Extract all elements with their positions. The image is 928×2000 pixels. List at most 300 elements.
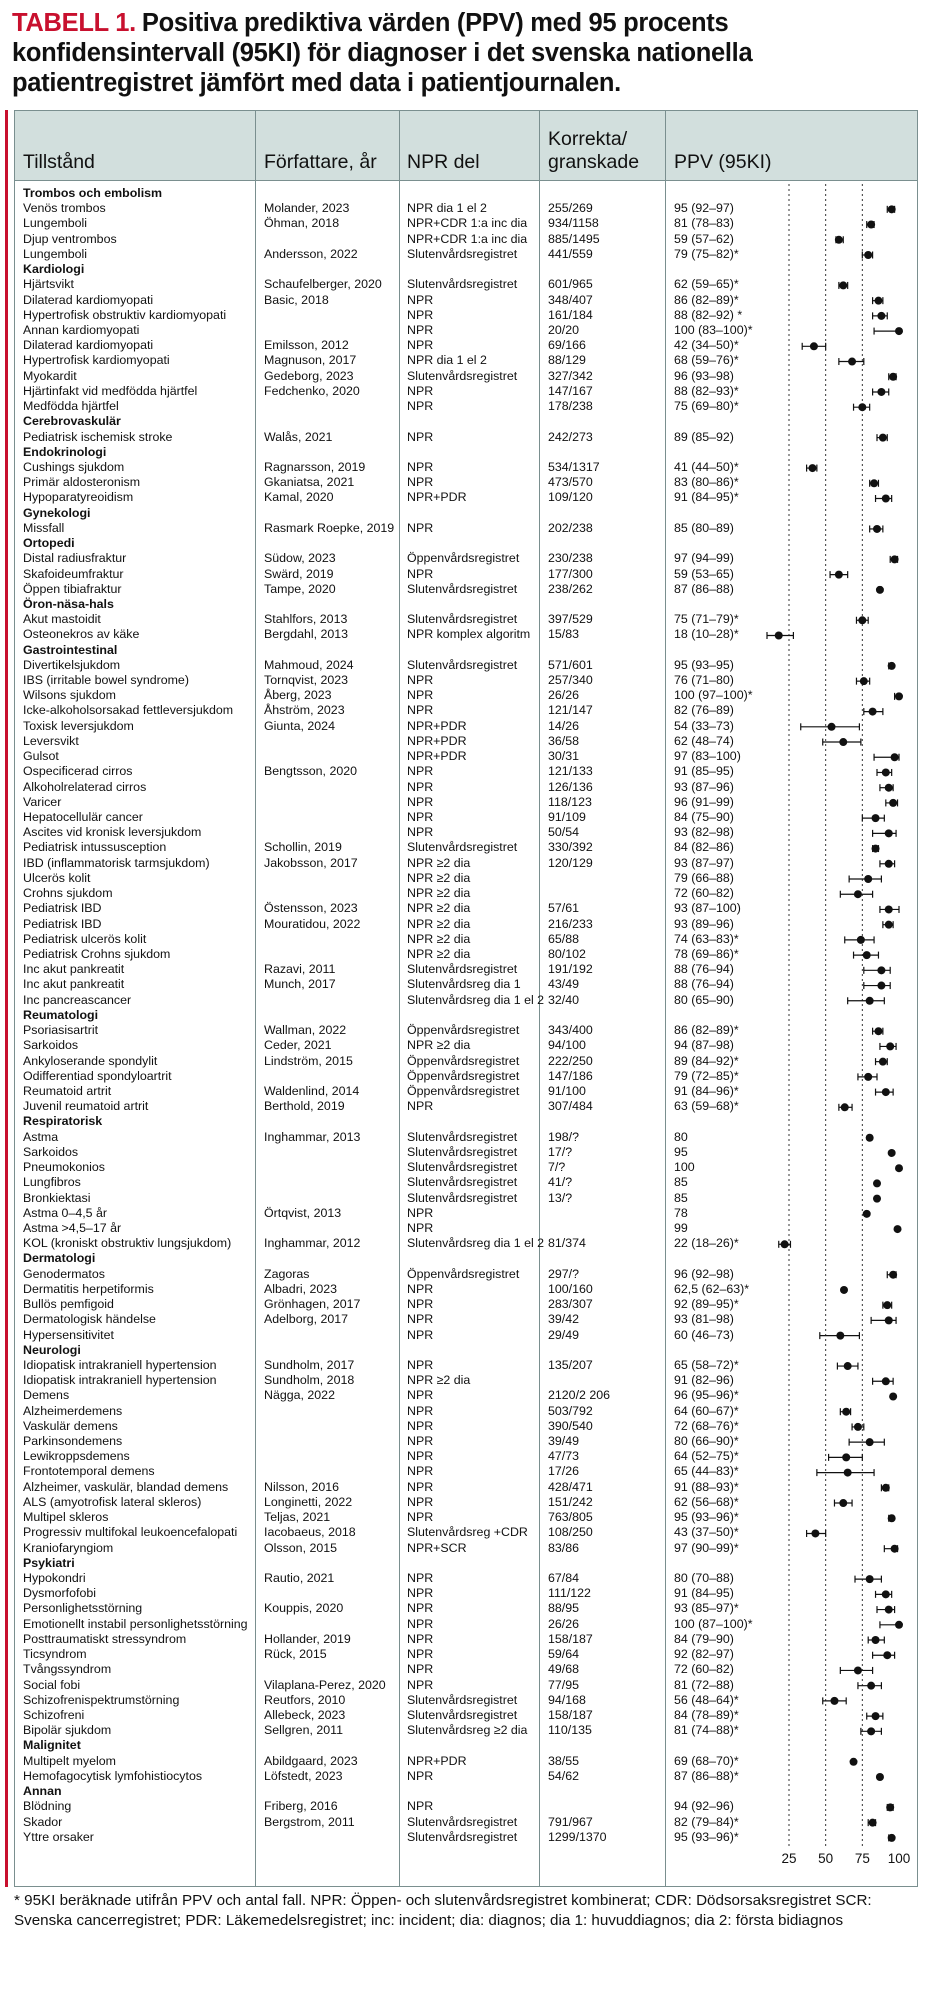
condition-cell: Bullös pemfigoid — [23, 1297, 114, 1312]
correct-reviewed-cell: 121/133 — [548, 764, 593, 779]
correct-reviewed-cell: 120/129 — [548, 855, 593, 870]
condition-cell: Hypertrofisk kardiomyopati — [23, 353, 170, 368]
npr-part-cell: NPR+SCR — [407, 1540, 467, 1555]
ppv-point — [857, 936, 865, 944]
author-cell: Sundholm, 2018 — [264, 1373, 355, 1388]
condition-cell: IBS (irritable bowel syndrome) — [23, 673, 189, 688]
ppv-point — [835, 236, 843, 244]
ppv-point — [877, 982, 885, 990]
author-cell: Kamal, 2020 — [264, 490, 334, 505]
correct-reviewed-cell: 13/? — [548, 1190, 573, 1205]
ppv-cell: 76 (71–80) — [674, 673, 734, 688]
header-correct: Korrekta/ — [548, 128, 628, 150]
npr-part-cell: NPR — [407, 673, 434, 688]
correct-reviewed-cell: 32/40 — [548, 992, 580, 1007]
npr-part-cell: NPR — [407, 1677, 434, 1692]
x-tick-label: 25 — [781, 1850, 797, 1866]
author-cell: Longinetti, 2022 — [264, 1494, 353, 1509]
ppv-point — [839, 738, 847, 746]
correct-reviewed-cell: 230/238 — [548, 551, 593, 566]
correct-reviewed-cell: 17/26 — [548, 1464, 580, 1479]
ppv-cell: 84 (78–89)* — [674, 1708, 739, 1722]
ppv-point — [842, 1408, 850, 1416]
ppv-point — [894, 1225, 902, 1233]
correct-reviewed-cell: 67/84 — [548, 1571, 580, 1586]
npr-part-cell: NPR — [407, 1510, 434, 1525]
correct-reviewed-cell: 191/192 — [548, 962, 593, 977]
condition-cell: Ticsyndrom — [23, 1647, 87, 1662]
correct-reviewed-cell: 330/392 — [548, 840, 593, 855]
npr-part-cell: Öppenvårdsregistret — [407, 1068, 520, 1083]
header-ppv: PPV (95KI) — [674, 151, 772, 173]
condition-cell: Dermatologisk händelse — [23, 1312, 156, 1327]
ppv-point — [877, 966, 885, 974]
npr-part-cell: Slutenvårdsregistret — [407, 1829, 518, 1844]
ppv-point — [885, 921, 893, 929]
condition-cell: Missfall — [23, 520, 65, 535]
correct-reviewed-cell: 571/601 — [548, 657, 593, 672]
ppv-point — [863, 1210, 871, 1218]
author-cell: Bergstrom, 2011 — [264, 1814, 355, 1829]
condition-cell: Respiratorisk — [23, 1114, 103, 1129]
condition-cell: Pediatrisk Crohns sjukdom — [23, 947, 171, 961]
correct-reviewed-cell: 147/186 — [548, 1068, 593, 1083]
npr-part-cell: NPR — [407, 779, 434, 794]
author-cell: Stahlfors, 2013 — [264, 612, 348, 627]
ppv-point — [877, 388, 885, 396]
correct-reviewed-cell: 30/31 — [548, 749, 580, 764]
correct-reviewed-cell: 178/238 — [548, 399, 593, 414]
npr-part-cell: NPR — [407, 794, 434, 809]
ppv-point — [889, 1392, 897, 1400]
ppv-cell: 74 (63–83)* — [674, 931, 739, 946]
correct-reviewed-cell: 54/62 — [548, 1768, 580, 1783]
ppv-point — [835, 571, 843, 579]
correct-reviewed-cell: 88/95 — [548, 1601, 580, 1616]
npr-part-cell: NPR dia 1 el 2 — [407, 201, 487, 216]
ppv-cell: 96 (93–98) — [674, 368, 734, 383]
ppv-cell: 80 — [674, 1129, 688, 1144]
condition-cell: Vaskulär demens — [23, 1418, 118, 1433]
condition-cell: Tvångssyndrom — [23, 1662, 112, 1677]
ppv-cell: 93 (87–100) — [674, 901, 741, 916]
npr-part-cell: NPR+PDR — [407, 749, 467, 764]
condition-cell: Blödning — [23, 1799, 72, 1814]
correct-reviewed-cell: 428/471 — [548, 1479, 593, 1494]
ppv-cell: 95 — [674, 1144, 688, 1159]
ppv-cell: 75 (69–80)* — [674, 399, 739, 414]
npr-part-cell: NPR — [407, 825, 434, 840]
ppv-cell: 64 (52–75)* — [674, 1449, 739, 1464]
ppv-point — [876, 1773, 884, 1781]
ppv-cell: 91 (85–95) — [674, 764, 734, 779]
ppv-cell: 97 (94–99) — [674, 551, 734, 566]
condition-cell: Hypokondri — [23, 1571, 86, 1586]
ppv-cell: 65 (58–72)* — [674, 1357, 739, 1372]
npr-part-cell: NPR — [407, 292, 434, 307]
author-cell: Rasmark Roepke, 2019 — [264, 520, 395, 535]
condition-cell: Osteonekros av käke — [23, 627, 140, 642]
correct-reviewed-cell: 91/109 — [548, 810, 586, 825]
npr-part-cell: NPR — [407, 1616, 434, 1631]
ppv-cell: 62 (48–74) — [674, 733, 734, 748]
correct-reviewed-cell: 118/123 — [548, 794, 592, 809]
condition-cell: Astma >4,5–17 år — [23, 1220, 122, 1235]
correct-reviewed-cell: 161/184 — [548, 307, 593, 322]
correct-reviewed-cell: 29/49 — [548, 1327, 580, 1342]
npr-part-cell: NPR — [407, 459, 434, 474]
npr-part-cell: NPR ≥2 dia — [407, 855, 471, 870]
condition-cell: Emotionellt instabil personlighetsstörning — [23, 1616, 248, 1631]
correct-reviewed-cell: 65/88 — [548, 931, 580, 946]
npr-part-cell: NPR — [407, 1768, 434, 1783]
author-cell: Teljas, 2021 — [264, 1510, 331, 1525]
npr-part-cell: Slutenvårdsregistret — [407, 657, 518, 672]
condition-cell: Hypertrofisk obstruktiv kardiomyopati — [23, 307, 227, 322]
ppv-cell: 96 (95–96)* — [674, 1388, 739, 1403]
ppv-point — [828, 723, 836, 731]
correct-reviewed-cell: 503/792 — [548, 1403, 593, 1418]
author-cell: Ragnarsson, 2019 — [264, 459, 366, 474]
correct-reviewed-cell: 885/1495 — [548, 231, 600, 246]
author-cell: Reutfors, 2010 — [264, 1692, 346, 1707]
ppv-cell: 84 (79–90) — [674, 1631, 734, 1646]
condition-cell: Ortopedi — [23, 536, 75, 551]
condition-cell: Personlighetsstörning — [23, 1601, 143, 1616]
condition-cell: Pediatrisk ulcerös kolit — [23, 931, 147, 946]
condition-cell: Gastrointestinal — [23, 642, 118, 657]
condition-cell: Leversvikt — [23, 733, 79, 748]
author-cell: Giunta, 2024 — [264, 718, 335, 733]
correct-reviewed-cell: 126/136 — [548, 779, 593, 794]
author-cell: Kouppis, 2020 — [264, 1601, 344, 1616]
author-cell: Vilaplana-Perez, 2020 — [264, 1677, 386, 1692]
npr-part-cell: NPR ≥2 dia — [407, 1373, 471, 1388]
npr-part-cell: NPR — [407, 307, 434, 322]
ppv-cell: 62 (56–68)* — [674, 1494, 739, 1509]
ppv-point — [811, 1529, 819, 1537]
condition-cell: Frontotemporal demens — [23, 1464, 155, 1479]
author-cell: Löfstedt, 2023 — [264, 1768, 343, 1783]
ppv-cell: 91 (84–95) — [674, 1586, 734, 1601]
author-cell: Munch, 2017 — [264, 977, 336, 992]
condition-cell: KOL (kroniskt obstruktiv lungsjukdom) — [23, 1236, 232, 1251]
condition-cell: Varicer — [23, 794, 62, 809]
npr-part-cell: NPR — [407, 383, 434, 398]
author-cell: Iacobaeus, 2018 — [264, 1525, 356, 1540]
ppv-point — [883, 1651, 891, 1659]
condition-cell: Hypersensitivitet — [23, 1327, 114, 1342]
ppv-point — [888, 1834, 896, 1842]
condition-cell: Lungemboli — [23, 246, 88, 261]
author-cell: Berthold, 2019 — [264, 1099, 345, 1114]
ppv-cell: 81 (78–83) — [674, 216, 734, 231]
condition-cell: Astma — [23, 1129, 59, 1144]
condition-cell: ALS (amyotrofisk lateral skleros) — [23, 1494, 202, 1509]
correct-reviewed-cell: 14/26 — [548, 718, 580, 733]
condition-cell: Dilaterad kardiomyopati — [23, 292, 154, 307]
author-cell: Swärd, 2019 — [264, 566, 334, 581]
ppv-point — [889, 1271, 897, 1279]
npr-part-cell: Slutenvårdsregistret — [407, 1814, 518, 1829]
npr-part-cell: NPR ≥2 dia — [407, 901, 471, 916]
npr-part-cell: Öppenvårdsregistret — [407, 551, 520, 566]
correct-reviewed-cell: 38/55 — [548, 1753, 580, 1768]
ppv-point — [854, 1423, 862, 1431]
author-cell: Östensson, 2023 — [264, 901, 358, 916]
ppv-point — [886, 1042, 894, 1050]
ppv-point — [886, 1803, 894, 1811]
condition-cell: Öron-näsa-hals — [23, 596, 114, 611]
npr-part-cell: Slutenvårdsregistret — [407, 962, 518, 977]
npr-part-cell: Öppenvårdsregistret — [407, 1266, 520, 1281]
npr-part-cell: NPR — [407, 1571, 434, 1586]
npr-part-cell: Slutenvårdsreg dia 1 el 2 — [407, 1236, 545, 1251]
condition-cell: Annan kardiomyopati — [23, 322, 140, 337]
ppv-point — [877, 312, 885, 320]
author-cell: Mahmoud, 2024 — [264, 657, 354, 672]
author-cell: Sellgren, 2011 — [264, 1723, 343, 1738]
ppv-point — [866, 1575, 874, 1583]
condition-cell: Ospecificerad cirros — [23, 764, 133, 779]
condition-cell: Posttraumatiskt stressyndrom — [23, 1631, 187, 1646]
condition-cell: Hjärtinfakt vid medfödda hjärtfel — [23, 383, 198, 398]
accent-bar — [5, 110, 8, 1887]
ppv-cell: 69 (68–70)* — [674, 1753, 739, 1768]
ppv-point — [854, 1666, 862, 1674]
ppv-cell: 75 (71–79)* — [674, 612, 739, 627]
author-cell: Magnuson, 2017 — [264, 353, 357, 368]
correct-reviewed-cell: 158/187 — [548, 1708, 593, 1722]
ppv-cell: 80 (70–88) — [674, 1571, 734, 1586]
correct-reviewed-cell: 43/49 — [548, 977, 580, 992]
condition-cell: Crohns sjukdom — [23, 886, 113, 901]
ppv-point — [869, 1819, 877, 1827]
condition-cell: Idiopatisk intrakraniell hypertension — [23, 1373, 217, 1388]
ppv-point — [873, 1179, 881, 1187]
ppv-point — [872, 845, 880, 853]
npr-part-cell: NPR — [407, 1357, 434, 1372]
author-cell: Nilsson, 2016 — [264, 1479, 340, 1494]
author-cell: Nägga, 2022 — [264, 1388, 335, 1403]
ppv-cell: 100 (97–100)* — [674, 688, 753, 703]
x-tick-label: 75 — [854, 1850, 870, 1866]
condition-cell: Akut mastoidit — [23, 612, 101, 627]
header-author: Författare, år — [264, 151, 377, 173]
ppv-point — [841, 1103, 849, 1111]
npr-part-cell: NPR — [407, 1434, 434, 1449]
ppv-cell: 100 — [674, 1160, 695, 1175]
condition-cell: Lungfibros — [23, 1175, 81, 1190]
author-cell: Waldenlind, 2014 — [264, 1083, 360, 1098]
author-cell: Åhström, 2023 — [264, 703, 345, 718]
correct-reviewed-cell: 17/? — [548, 1144, 573, 1159]
ppv-cell: 22 (18–26)* — [674, 1236, 739, 1251]
ppv-point — [895, 327, 903, 335]
author-cell: Emilsson, 2012 — [264, 338, 349, 353]
author-cell: Rautio, 2021 — [264, 1571, 335, 1586]
author-cell: Tornqvist, 2023 — [264, 673, 349, 688]
npr-part-cell: NPR — [407, 1494, 434, 1509]
ppv-cell: 93 (87–96) — [674, 779, 734, 794]
npr-part-cell: NPR komplex algoritm — [407, 627, 531, 642]
ppv-cell: 97 (83–100) — [674, 749, 741, 764]
correct-reviewed-cell: 441/559 — [548, 246, 593, 261]
condition-cell: Djup ventrombos — [23, 231, 117, 246]
condition-cell: Reumatoid artrit — [23, 1083, 112, 1098]
condition-cell: Idiopatisk intrakraniell hypertension — [23, 1357, 217, 1372]
ppv-point — [882, 768, 890, 776]
npr-part-cell: NPR — [407, 399, 434, 414]
author-cell: Åberg, 2023 — [264, 688, 332, 703]
ppv-point — [883, 1301, 891, 1309]
ppv-point — [872, 1636, 880, 1644]
ppv-point — [844, 1469, 852, 1477]
npr-part-cell: Slutenvårdsregistret — [407, 277, 518, 292]
npr-part-cell: Slutenvårdsregistret — [407, 1144, 518, 1159]
condition-cell: Parkinsondemens — [23, 1434, 123, 1449]
correct-reviewed-cell: 109/120 — [548, 490, 593, 505]
condition-cell: Ulcerös kolit — [23, 870, 91, 885]
ppv-point — [808, 464, 816, 472]
npr-part-cell: Slutenvårdsregistret — [407, 368, 518, 383]
author-cell: Inghammar, 2013 — [264, 1129, 361, 1144]
ppv-cell: 81 (74–88)* — [674, 1723, 739, 1738]
author-cell: Schollin, 2019 — [264, 840, 342, 855]
npr-part-cell: NPR — [407, 810, 434, 825]
author-cell: Schaufelberger, 2020 — [264, 277, 382, 292]
npr-part-cell: NPR — [407, 1662, 434, 1677]
condition-cell: Pediatrisk intussusception — [23, 840, 167, 855]
npr-part-cell: NPR — [407, 429, 434, 444]
author-cell: Südow, 2023 — [264, 551, 336, 566]
correct-reviewed-cell: 242/273 — [548, 429, 593, 444]
ppv-point — [866, 1438, 874, 1446]
ppv-cell: 88 (76–94) — [674, 962, 734, 977]
condition-cell: Progressiv multifokal leukoencefalopati — [23, 1525, 238, 1540]
ppv-cell: 93 (81–98) — [674, 1312, 734, 1327]
npr-part-cell: NPR ≥2 dia — [407, 916, 471, 931]
condition-cell: Inc akut pankreatit — [23, 977, 125, 992]
correct-reviewed-cell: 111/122 — [548, 1586, 591, 1601]
condition-cell: Pneumokonios — [23, 1160, 105, 1175]
condition-cell: Hypoparatyreoidism — [23, 490, 134, 505]
correct-reviewed-cell: 41/? — [548, 1175, 573, 1190]
npr-part-cell: NPR+PDR — [407, 733, 467, 748]
npr-part-cell: Öppenvårdsregistret — [407, 1023, 520, 1038]
npr-part-cell: NPR+PDR — [407, 490, 467, 505]
correct-reviewed-cell: 343/400 — [548, 1023, 593, 1038]
ppv-point — [839, 281, 847, 289]
author-cell: Allebeck, 2023 — [264, 1708, 346, 1722]
ppv-point — [888, 205, 896, 213]
ppv-cell: 68 (59–76)* — [674, 353, 739, 368]
condition-cell: Primär aldosteronism — [23, 475, 141, 490]
correct-reviewed-cell: 94/100 — [548, 1038, 586, 1053]
ppv-cell: 81 (72–88) — [674, 1677, 734, 1692]
ppv-cell: 80 (65–90) — [674, 992, 734, 1007]
ppv-point — [882, 1377, 890, 1385]
ppv-point — [872, 814, 880, 822]
ppv-cell: 95 (93–96)* — [674, 1510, 739, 1525]
correct-reviewed-cell: 36/58 — [548, 733, 580, 748]
ppv-point — [888, 1149, 896, 1157]
ppv-point — [810, 342, 818, 350]
correct-reviewed-cell: 77/95 — [548, 1677, 580, 1692]
npr-part-cell: NPR — [407, 1586, 434, 1601]
ppv-cell: 88 (82–92) * — [674, 307, 743, 322]
condition-cell: Reumatologi — [23, 1007, 99, 1022]
ppv-point — [882, 1590, 890, 1598]
ppv-point — [858, 403, 866, 411]
condition-cell: Hemofagocytisk lymfohistiocytos — [23, 1768, 203, 1783]
ppv-point — [885, 860, 893, 868]
condition-cell: Juvenil reumatoid artrit — [23, 1099, 149, 1114]
ppv-point — [891, 753, 899, 761]
npr-part-cell: NPR — [407, 1281, 434, 1296]
ppv-cell: 91 (88–93)* — [674, 1479, 739, 1494]
correct-reviewed-cell: 198/? — [548, 1129, 580, 1144]
x-tick-label: 100 — [887, 1850, 911, 1866]
author-cell: Tampe, 2020 — [264, 581, 336, 596]
correct-reviewed-cell: 100/160 — [548, 1281, 593, 1296]
ppv-point — [860, 677, 868, 685]
correct-reviewed-cell: 1299/1370 — [548, 1829, 607, 1844]
ppv-cell: 60 (46–73) — [674, 1327, 734, 1342]
correct-reviewed-cell: 158/187 — [548, 1631, 593, 1646]
ppv-cell: 97 (90–99)* — [674, 1540, 739, 1555]
condition-cell: Yttre orsaker — [23, 1829, 94, 1844]
correct-reviewed-cell: 348/407 — [548, 292, 593, 307]
npr-part-cell: NPR+PDR — [407, 1753, 467, 1768]
ppv-point — [882, 495, 890, 503]
npr-part-cell: Slutenvårdsreg dia 1 el 2 — [407, 992, 545, 1007]
ppv-cell: 89 (85–92) — [674, 429, 734, 444]
condition-cell: Bronkiektasi — [23, 1190, 91, 1205]
author-cell: Bergdahl, 2013 — [264, 627, 349, 642]
x-tick-label: 50 — [818, 1850, 834, 1866]
ppv-cell: 65 (44–83)* — [674, 1464, 739, 1479]
condition-cell: Dermatologi — [23, 1251, 96, 1266]
ppv-point — [844, 1362, 852, 1370]
ppv-point — [879, 1058, 887, 1066]
author-cell: Wallman, 2022 — [264, 1023, 347, 1038]
ppv-point — [867, 1682, 875, 1690]
condition-cell: Toxisk leversjukdom — [23, 718, 134, 733]
ppv-cell: 86 (82–89)* — [674, 292, 739, 307]
correct-reviewed-cell: 601/965 — [548, 277, 593, 292]
condition-cell: Cerebrovaskulär — [23, 414, 121, 429]
author-cell: Öhman, 2018 — [264, 216, 340, 231]
ppv-cell: 78 (69–86)* — [674, 947, 739, 961]
npr-part-cell: NPR — [407, 703, 434, 718]
ppv-cell: 93 (85–97)* — [674, 1601, 739, 1616]
condition-cell: Skador — [23, 1814, 63, 1829]
ppv-cell: 94 (87–98) — [674, 1038, 734, 1053]
ppv-cell: 62,5 (62–63)* — [674, 1281, 750, 1296]
condition-cell: Pediatrisk IBD — [23, 901, 102, 916]
ppv-point — [879, 434, 887, 442]
ppv-point — [850, 1758, 858, 1766]
author-cell: Gkaniatsa, 2021 — [264, 475, 355, 490]
ppv-point — [888, 662, 896, 670]
table-label: TABELL 1. — [12, 9, 136, 37]
npr-part-cell: NPR — [407, 1220, 434, 1235]
author-cell: Friberg, 2016 — [264, 1799, 338, 1814]
npr-part-cell: Slutenvårdsreg +CDR — [407, 1525, 528, 1540]
ppv-cell: 43 (37–50)* — [674, 1525, 739, 1540]
npr-part-cell: NPR — [407, 1601, 434, 1616]
